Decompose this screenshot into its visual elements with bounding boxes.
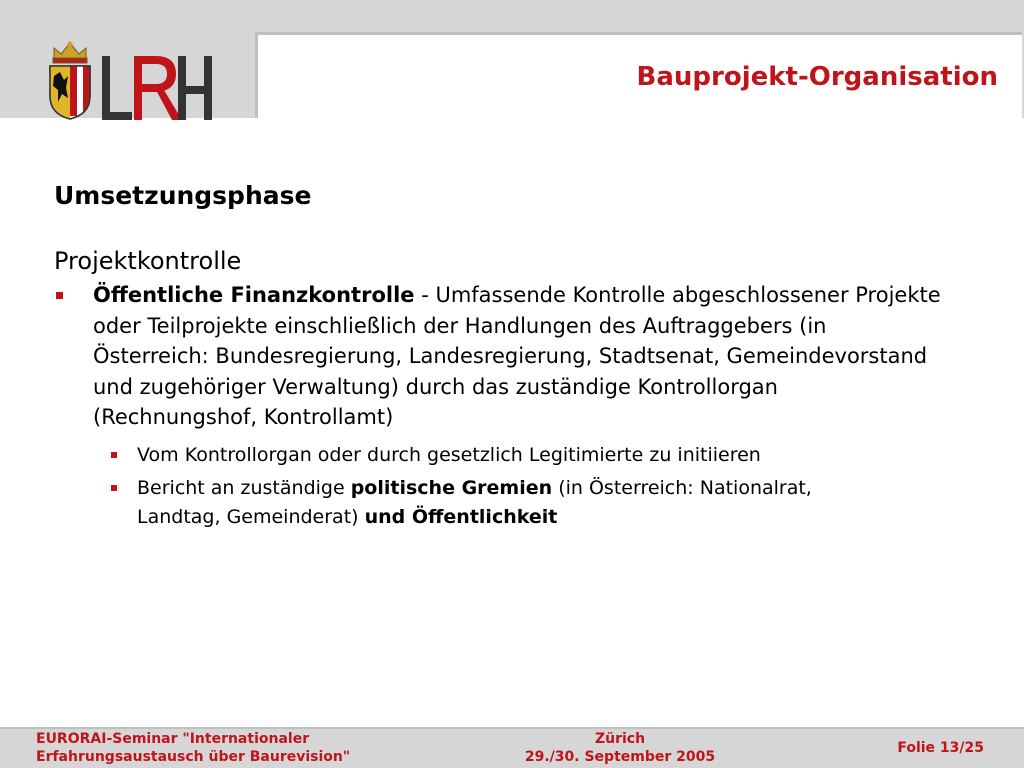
footer-location-date	[500, 730, 740, 766]
sub-bullet-list	[93, 441, 943, 532]
coat-of-arms-icon	[46, 40, 94, 120]
sub-bullet-bold-text: politische Gremien	[350, 476, 553, 499]
footer-left-line2: Erfahrungsaustausch über Baurevision"	[36, 749, 351, 765]
slide-title: Bauprojekt-Organisation	[636, 62, 998, 92]
footer-center-line1: Zürich	[594, 731, 646, 747]
sub-bullet-bold-text: und Öffentlichkeit	[364, 505, 558, 528]
sub-bullet-text: (in Österreich: Nationalrat, Landtag, Gemeinderat)	[137, 476, 812, 528]
bullet-item	[54, 280, 943, 532]
bullet-text: - Umfassende Kontrolle abgeschlossener Projekte oder Teilprojekte einschließlich der Handlungen des Auftraggebers (in Österreich: Bundesregierung, Landesregierung, Stadtsenat, Gemeindevorstand und zugehöriger Verwaltung) durch das zuständige Kontrollorgan (Rechnungshof, Kontrollamt)	[93, 283, 941, 429]
footer-bar	[0, 727, 1024, 768]
bullet-bold-text: Öffentliche Finanzkontrolle	[93, 283, 415, 307]
bullet-square-icon	[111, 485, 117, 491]
slide-content	[54, 178, 984, 536]
footer-center-line2: 29./30. September 2005	[524, 749, 716, 765]
bullet-list	[54, 280, 984, 532]
sub-bullet-item	[93, 474, 867, 532]
sub-bullet-text: Bericht an zuständige	[137, 476, 351, 499]
slide-number: Folie 13/25	[897, 740, 984, 756]
logo	[0, 0, 255, 118]
sub-bullet-text: Vom Kontrollorgan oder durch gesetzlich Legitimierte zu initiieren	[137, 443, 761, 466]
subheading: Projektkontrolle	[54, 247, 242, 275]
bullet-square-icon	[56, 292, 63, 299]
bullet-square-icon	[111, 452, 117, 458]
lrh-logo-mark	[100, 50, 215, 120]
section-heading: Umsetzungsphase	[54, 181, 312, 210]
footer-left-line1: EURORAI-Seminar "Internationaler	[36, 731, 310, 747]
header-bar	[0, 0, 1024, 118]
title-box	[255, 32, 1022, 118]
footer-seminar-info	[36, 730, 350, 766]
sub-bullet-item	[93, 441, 867, 470]
